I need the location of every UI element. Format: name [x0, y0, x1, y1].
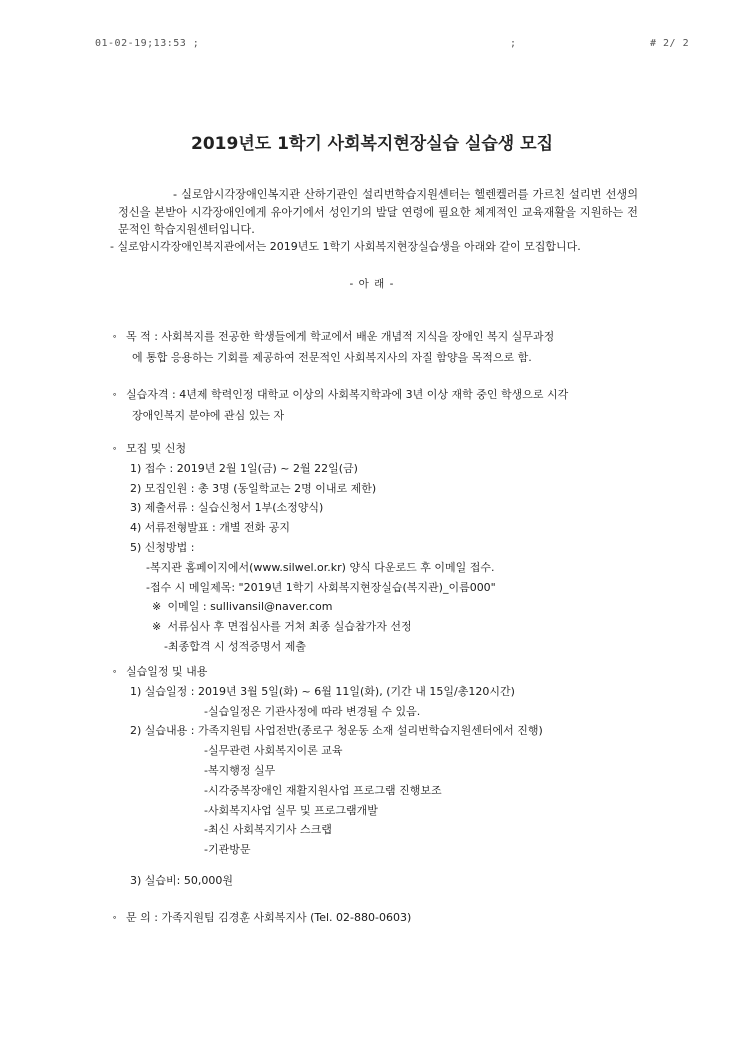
document-title: 2019년도 1학기 사회복지현장실습 실습생 모집	[191, 134, 553, 154]
reference-mark-icon: ※	[152, 620, 162, 634]
bullet-icon: ∘	[112, 444, 118, 453]
schedule-content: 2) 실습내용 : 가족지원팀 사업전반(종로구 청운동 소재 설리번학습지원센터에서 진행)	[130, 724, 543, 738]
qualification-line-1: 실습자격 : 4년제 학력인정 대학교 이상의 사회복지학과에 3년 이상 재학 중인 학생으로 시각	[126, 388, 569, 401]
purpose-line-2: 에 통합 응용하는 기회를 제공하여 전문적인 사회복지사의 자질 함양을 목적으로 함.	[132, 351, 532, 364]
bullet-icon: ∘	[112, 667, 118, 676]
intro-section	[118, 186, 638, 239]
schedule-content-item: -복지행정 실무	[204, 763, 276, 777]
intro-note: - 실로암시각장애인복지관에서는 2019년도 1학기 사회복지현장실습생을 아래와 같이 모집합니다.	[110, 240, 581, 253]
application-item: 3) 제출서류 : 실습신청서 1부(소정양식)	[130, 501, 324, 515]
qualification-line-2: 장애인복지 분야에 관심 있는 자	[132, 409, 285, 422]
schedule-content-item: -실무관련 사회복지이론 교육	[204, 744, 343, 758]
inquiry-section	[112, 909, 411, 925]
application-item: 5) 신청방법 :	[130, 540, 195, 554]
schedule-heading: 실습일정 및 내용	[126, 665, 208, 678]
bullet-icon: ∘	[112, 332, 118, 341]
fax-separator: ;	[510, 38, 517, 49]
application-item: 2) 모집인원 : 총 3명 (동일학교는 2명 이내로 제한)	[130, 481, 377, 495]
application-item: 4) 서류전형발표 : 개별 전화 공지	[130, 521, 290, 535]
notice-label: - 아 래 -	[349, 278, 395, 290]
inquiry-text: 문 의 : 가족지원팀 김경훈 사회복지사 (Tel. 02-880-0603)	[126, 911, 412, 924]
qualification-section	[112, 384, 652, 426]
application-screening: 서류심사 후 면접심사를 거쳐 최종 실습참가자 선정	[167, 620, 412, 634]
schedule-content-item: -최신 사회복지기사 스크랩	[204, 823, 332, 837]
fax-timestamp: 01-02-19;13:53 ;	[95, 38, 200, 49]
schedule-period-note: -실습일정은 기관사정에 따라 변경될 수 있음.	[204, 704, 421, 718]
application-item: 1) 접수 : 2019년 2월 1일(금) ~ 2월 22일(금)	[130, 461, 358, 475]
fax-header	[0, 38, 744, 52]
application-final-note: -최종합격 시 성적증명서 제출	[164, 639, 306, 653]
bullet-icon: ∘	[112, 913, 118, 922]
application-method: -접수 시 메일제목: "2019년 1학기 사회복지현장실습(복지관)_이름000"	[146, 580, 496, 594]
reference-mark-icon: ※	[152, 600, 162, 614]
schedule-period: 1) 실습일정 : 2019년 3월 5일(화) ~ 6월 11일(화), (기간 내 15일/총120시간)	[130, 684, 515, 698]
schedule-content-item: -기관방문	[204, 843, 251, 857]
purpose-section	[112, 326, 652, 368]
application-email: 이메일 : sullivansil@naver.com	[167, 600, 333, 614]
intro-paragraph: - 실로암시각장애인복지관 산하기관인 설리번학습지원센터는 헬렌켈러를 가르친 설리번 선생의 정신을 본받아 시각장애인에게 유아기에서 성인기의 발달 연령에 필요한 체계적인 교육재활을 지원하는 전문적인 학습지원센터입니다.	[118, 188, 638, 236]
purpose-line-1: 목 적 : 사회복지를 전공한 학생들에게 학교에서 배운 개념적 지식을 장애인 복지 실무과정	[126, 330, 555, 343]
schedule-content-item: -시각중복장애인 재활지원사업 프로그램 진행보조	[204, 783, 442, 797]
application-method: -복지관 홈페이지에서(www.silwel.or.kr) 양식 다운로드 후 이메일 접수.	[146, 560, 495, 574]
schedule-content-item: -사회복지사업 실무 및 프로그램개발	[204, 803, 378, 817]
application-heading: 모집 및 신청	[126, 442, 187, 455]
bullet-icon: ∘	[112, 390, 118, 399]
fax-page-number: # 2/ 2	[650, 38, 690, 49]
schedule-section	[112, 662, 543, 860]
application-section	[112, 439, 496, 657]
training-fee: 3) 실습비: 50,000원	[130, 874, 233, 887]
